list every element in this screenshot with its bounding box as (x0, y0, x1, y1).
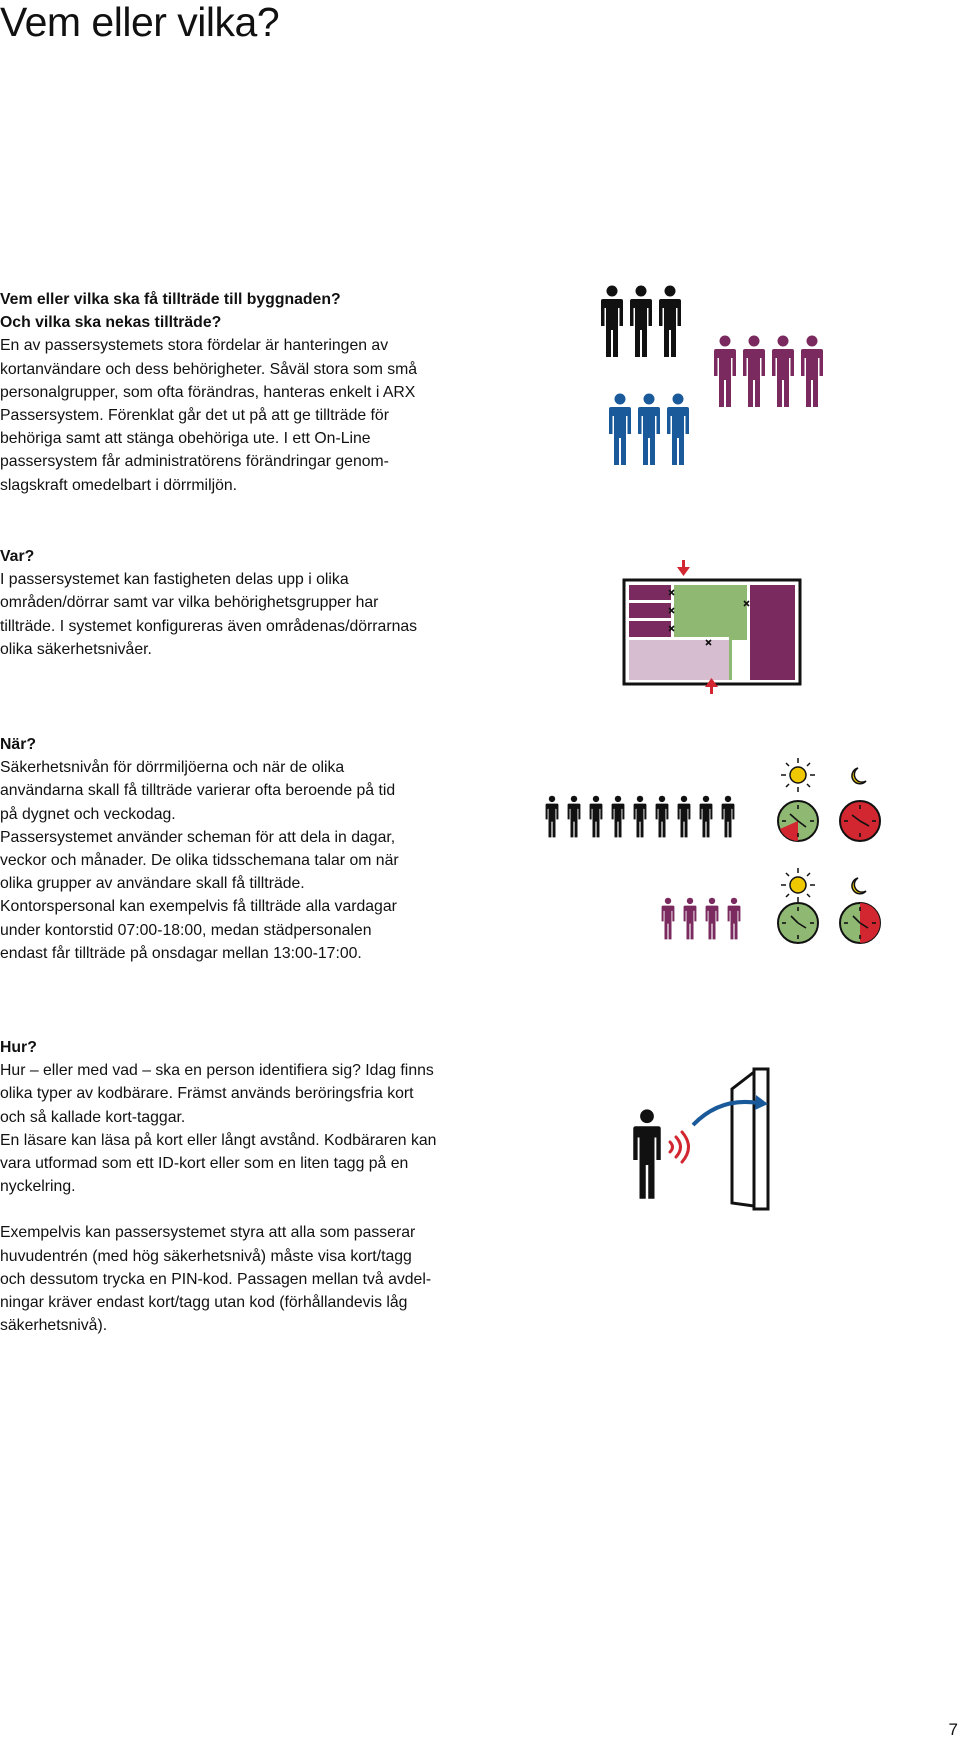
sun-icon (781, 868, 815, 902)
section-where (0, 545, 470, 661)
body-line: under kontorstid 07:00-18:00, medan städpersonalen (0, 921, 372, 939)
wireless-signal-icon (670, 1132, 689, 1162)
body-line: nyckelring. (0, 1178, 76, 1196)
body-line: endast får tillträde på onsdagar mellan 13:00-17:00. (0, 944, 362, 962)
black-user-group-icon (601, 286, 681, 358)
section-when (0, 733, 470, 965)
body-line: huvudentrén (med hög säkerhetsnivå) måste visa kort/tagg (0, 1247, 412, 1265)
room-small-1 (629, 585, 671, 600)
room-small-2 (629, 603, 671, 618)
body-line: behöriga samt att stänga obehöriga ute. I ett On-Line (0, 430, 371, 448)
page-title: Vem eller vilka? (0, 0, 280, 45)
body-line: tillträde. I systemet konfigureras även områdenas/dörrarnas (0, 617, 418, 635)
sun-icon (781, 758, 815, 792)
person-icon (633, 1109, 661, 1198)
section-who-heading-2: Och vilka ska nekas tillträde? (0, 314, 222, 332)
schedule-illustration (540, 755, 885, 955)
body-line: områden/dörrar samt var vilka behörighetsgrupper har (0, 594, 379, 612)
body-line: passersystem får administratörens förändringar genom- (0, 453, 389, 471)
clock-icon (840, 903, 880, 943)
body-line: olika säkerhetsnivåer. (0, 640, 152, 658)
body-line: kortanvändare och dess behörigheter. Såväl stora som små (0, 360, 418, 378)
page-number: 7 (948, 1720, 958, 1739)
clock-icon (778, 903, 818, 943)
section-how (0, 1036, 470, 1337)
room-pink (629, 640, 729, 680)
moon-icon (852, 878, 866, 894)
user-groups-illustration (595, 283, 840, 473)
purple-user-group-icon (714, 336, 823, 408)
office-staff-group-icon (546, 796, 735, 838)
section-where-heading: Var? (0, 548, 35, 565)
cleaning-staff-group-icon (662, 898, 741, 940)
section-when-heading: När? (0, 736, 36, 753)
body-line: Kontorspersonal kan exempelvis få tillträde alla vardagar (0, 898, 397, 916)
paragraph-spacer (0, 1198, 470, 1221)
section-how-heading: Hur? (0, 1039, 37, 1056)
body-line: användarna skall få tillträde varierar ofta beroende på tid (0, 782, 396, 800)
room-large (750, 585, 795, 680)
body-line: personalgrupper, som ofta förändras, hanteras enkelt i ARX (0, 383, 416, 401)
body-line: Hur – eller med vad – ska en person identifiera sig? Idag finns (0, 1062, 434, 1080)
body-line: Passersystem. Förenklat går det ut på att ge tillträde för (0, 407, 389, 425)
body-line: slagskraft omedelbart i dörrmiljön. (0, 476, 238, 494)
card-reader-illustration (630, 1065, 800, 1215)
room-small-3 (629, 621, 671, 637)
body-line: ningar kräver endast kort/tagg utan kod (förhållandevis låg (0, 1294, 408, 1312)
body-line: och så kallade kort-taggar. (0, 1108, 186, 1126)
body-line: och dessutom trycka en PIN-kod. Passagen mellan två avdel- (0, 1270, 432, 1288)
moon-icon (852, 768, 866, 784)
section-who (0, 288, 470, 497)
body-line: En av passersystemets stora fördelar är hanteringen av (0, 337, 389, 355)
body-line: Exempelvis kan passersystemet styra att alla som passerar (0, 1224, 416, 1242)
clock-icon (840, 801, 880, 841)
body-line: säkerhetsnivå). (0, 1317, 108, 1335)
clock-icon (778, 801, 818, 841)
body-line: olika grupper av användare skall få tillträde. (0, 875, 305, 893)
door-icon (732, 1069, 768, 1209)
body-line: Passersystemet använder scheman för att dela in dagar, (0, 828, 396, 846)
body-line: olika typer av kodbärare. Främst används beröringsfria kort (0, 1085, 414, 1103)
body-line: I passersystemet kan fastigheten delas upp i olika (0, 571, 349, 589)
floor-plan-illustration (620, 558, 810, 708)
body-line: veckor och månader. De olika tidsschemana talar om när (0, 852, 399, 870)
body-line: Säkerhetsnivån för dörrmiljöerna och när de olika (0, 759, 345, 777)
section-who-heading-1: Vem eller vilka ska få tillträde till byggnaden? (0, 291, 341, 308)
body-line: på dygnet och veckodag. (0, 805, 176, 823)
body-line: vara utformad som ett ID-kort eller som en liten tagg på en (0, 1155, 409, 1173)
body-line: En läsare kan läsa på kort eller långt avstånd. Kodbäraren kan (0, 1131, 437, 1149)
blue-user-group-icon (609, 394, 689, 466)
